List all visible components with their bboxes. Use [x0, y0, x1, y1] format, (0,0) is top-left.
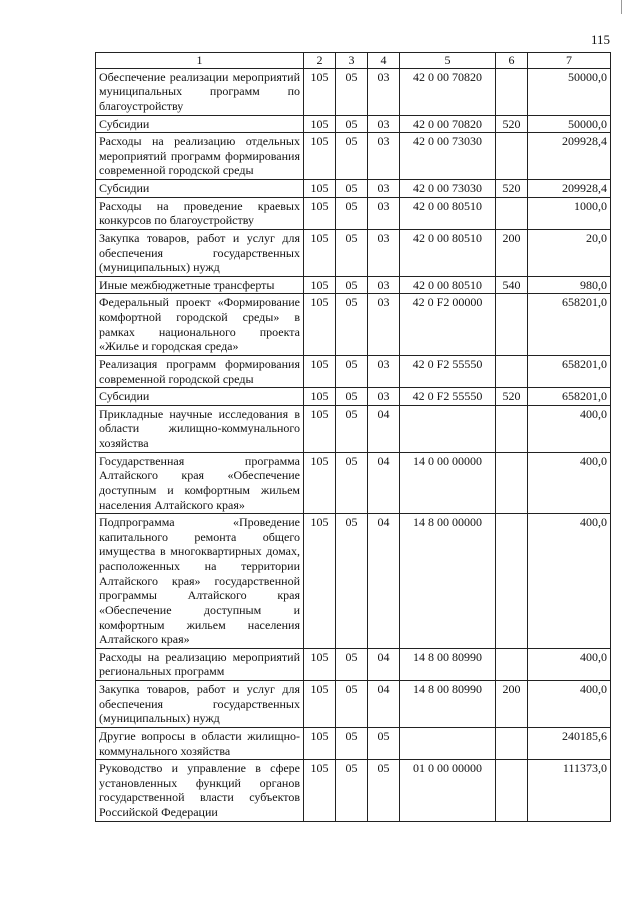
cell-section: 05: [336, 405, 368, 452]
cell-name: Закупка товаров, работ и услуг для обеспечения государственных (муниципальных) нужд: [96, 229, 304, 276]
cell-ministry-code: 105: [304, 197, 336, 229]
table-row: [96, 197, 611, 229]
cell-name: Субсидии: [96, 180, 304, 198]
cell-subsection: 03: [368, 294, 400, 356]
table-row: [96, 452, 611, 514]
cell-section: 05: [336, 133, 368, 180]
cell-name: Иные межбюджетные трансферты: [96, 276, 304, 294]
header-row: [96, 53, 611, 69]
scan-edge-mark: [621, 0, 628, 14]
header-col-4: 4: [368, 53, 400, 69]
header-col-6: 6: [496, 53, 528, 69]
cell-target-article: 42 0 F2 00000: [400, 294, 496, 356]
cell-expense-type: 520: [496, 388, 528, 406]
cell-expense-type: [496, 648, 528, 680]
cell-amount: 400,0: [528, 405, 611, 452]
cell-ministry-code: 105: [304, 294, 336, 356]
cell-expense-type: [496, 355, 528, 387]
cell-expense-type: [496, 760, 528, 822]
cell-expense-type: 520: [496, 115, 528, 133]
cell-target-article: 14 8 00 80990: [400, 681, 496, 728]
cell-section: 05: [336, 276, 368, 294]
table-row: [96, 180, 611, 198]
cell-name: Субсидии: [96, 388, 304, 406]
table-row: [96, 648, 611, 680]
cell-expense-type: [496, 452, 528, 514]
table-row: [96, 514, 611, 649]
cell-name: Субсидии: [96, 115, 304, 133]
cell-target-article: 42 0 00 70820: [400, 115, 496, 133]
cell-name: Руководство и управление в сфере установленных функций органов государственной власти субъектов Российской Федерации: [96, 760, 304, 822]
cell-ministry-code: 105: [304, 276, 336, 294]
cell-amount: 658201,0: [528, 355, 611, 387]
header-col-7: 7: [528, 53, 611, 69]
cell-name: Подпрограмма «Проведение капитального ремонта общего имущества в многоквартирных домах, расположенных на территории Алтайского края» государственной программы Алтайского края «Обеспечение доступным и комфортным жильем населения Алтайского края»: [96, 514, 304, 649]
cell-amount: 50000,0: [528, 68, 611, 115]
cell-amount: 20,0: [528, 229, 611, 276]
cell-section: 05: [336, 294, 368, 356]
cell-name: Другие вопросы в области жилищно-коммунального хозяйства: [96, 727, 304, 759]
cell-section: 05: [336, 452, 368, 514]
header-col-5: 5: [400, 53, 496, 69]
cell-ministry-code: 105: [304, 727, 336, 759]
cell-subsection: 03: [368, 388, 400, 406]
cell-amount: 400,0: [528, 452, 611, 514]
cell-amount: 400,0: [528, 648, 611, 680]
cell-subsection: 03: [368, 68, 400, 115]
cell-ministry-code: 105: [304, 514, 336, 649]
cell-ministry-code: 105: [304, 760, 336, 822]
cell-amount: 400,0: [528, 514, 611, 649]
cell-subsection: 04: [368, 681, 400, 728]
cell-subsection: 03: [368, 133, 400, 180]
cell-name: Расходы на реализацию отдельных мероприятий программ формирования современной городской среды: [96, 133, 304, 180]
cell-amount: 50000,0: [528, 115, 611, 133]
cell-target-article: 42 0 00 80510: [400, 229, 496, 276]
table-row: [96, 760, 611, 822]
cell-target-article: 42 0 F2 55550: [400, 355, 496, 387]
table-row: [96, 681, 611, 728]
cell-name: Закупка товаров, работ и услуг для обеспечения государственных (муниципальных) нужд: [96, 681, 304, 728]
cell-ministry-code: 105: [304, 405, 336, 452]
cell-expense-type: [496, 514, 528, 649]
cell-amount: 658201,0: [528, 388, 611, 406]
table-body: [96, 68, 611, 821]
cell-amount: 209928,4: [528, 180, 611, 198]
cell-amount: 209928,4: [528, 133, 611, 180]
cell-ministry-code: 105: [304, 388, 336, 406]
cell-expense-type: [496, 197, 528, 229]
cell-subsection: 05: [368, 760, 400, 822]
table-row: [96, 294, 611, 356]
cell-target-article: 14 0 00 00000: [400, 452, 496, 514]
cell-name: Реализация программ формирования современной городской среды: [96, 355, 304, 387]
cell-ministry-code: 105: [304, 115, 336, 133]
cell-name: Расходы на реализацию мероприятий региональных программ: [96, 648, 304, 680]
cell-name: Государственная программа Алтайского края «Обеспечение доступным и комфортным жильем населения Алтайского края»: [96, 452, 304, 514]
cell-subsection: 04: [368, 405, 400, 452]
cell-subsection: 04: [368, 514, 400, 649]
cell-amount: 980,0: [528, 276, 611, 294]
cell-amount: 1000,0: [528, 197, 611, 229]
cell-expense-type: 520: [496, 180, 528, 198]
cell-target-article: 14 8 00 80990: [400, 648, 496, 680]
table-row: [96, 355, 611, 387]
table-row: [96, 133, 611, 180]
budget-table: [95, 52, 611, 822]
cell-ministry-code: 105: [304, 355, 336, 387]
cell-name: Прикладные научные исследования в области жилищно-коммунального хозяйства: [96, 405, 304, 452]
cell-ministry-code: 105: [304, 133, 336, 180]
cell-section: 05: [336, 68, 368, 115]
cell-subsection: 04: [368, 648, 400, 680]
table-row: [96, 68, 611, 115]
cell-ministry-code: 105: [304, 229, 336, 276]
cell-section: 05: [336, 180, 368, 198]
cell-ministry-code: 105: [304, 681, 336, 728]
table-row: [96, 388, 611, 406]
cell-subsection: 03: [368, 197, 400, 229]
cell-name: Обеспечение реализации мероприятий муниципальных программ по благоустройству: [96, 68, 304, 115]
cell-target-article: 42 0 00 80510: [400, 197, 496, 229]
cell-expense-type: 200: [496, 681, 528, 728]
cell-section: 05: [336, 229, 368, 276]
cell-expense-type: 200: [496, 229, 528, 276]
cell-expense-type: [496, 727, 528, 759]
cell-target-article: 14 8 00 00000: [400, 514, 496, 649]
table-row: [96, 276, 611, 294]
cell-section: 05: [336, 355, 368, 387]
cell-subsection: 03: [368, 229, 400, 276]
cell-section: 05: [336, 514, 368, 649]
cell-expense-type: 540: [496, 276, 528, 294]
page-number: 115: [590, 32, 610, 47]
cell-section: 05: [336, 760, 368, 822]
cell-ministry-code: 105: [304, 68, 336, 115]
header-col-1: 1: [96, 53, 304, 69]
cell-target-article: 01 0 00 00000: [400, 760, 496, 822]
header-col-3: 3: [336, 53, 368, 69]
cell-section: 05: [336, 115, 368, 133]
cell-target-article: 42 0 F2 55550: [400, 388, 496, 406]
cell-target-article: 42 0 00 73030: [400, 180, 496, 198]
cell-ministry-code: 105: [304, 648, 336, 680]
cell-name: Федеральный проект «Формирование комфортной городской среды» в рамках национального проекта «Жилье и городская среда»: [96, 294, 304, 356]
cell-ministry-code: 105: [304, 452, 336, 514]
table-row: [96, 727, 611, 759]
cell-amount: 240185,6: [528, 727, 611, 759]
cell-target-article: 42 0 00 70820: [400, 68, 496, 115]
cell-subsection: 03: [368, 115, 400, 133]
header-col-2: 2: [304, 53, 336, 69]
cell-expense-type: [496, 68, 528, 115]
cell-subsection: 03: [368, 180, 400, 198]
cell-section: 05: [336, 197, 368, 229]
cell-subsection: 05: [368, 727, 400, 759]
cell-section: 05: [336, 727, 368, 759]
cell-section: 05: [336, 648, 368, 680]
cell-target-article: [400, 727, 496, 759]
cell-target-article: [400, 405, 496, 452]
cell-subsection: 03: [368, 355, 400, 387]
cell-target-article: 42 0 00 80510: [400, 276, 496, 294]
cell-subsection: 04: [368, 452, 400, 514]
cell-expense-type: [496, 405, 528, 452]
cell-section: 05: [336, 388, 368, 406]
cell-amount: 658201,0: [528, 294, 611, 356]
cell-section: 05: [336, 681, 368, 728]
table-row: [96, 405, 611, 452]
cell-target-article: 42 0 00 73030: [400, 133, 496, 180]
cell-expense-type: [496, 133, 528, 180]
cell-amount: 111373,0: [528, 760, 611, 822]
cell-name: Расходы на проведение краевых конкурсов по благоустройству: [96, 197, 304, 229]
cell-ministry-code: 105: [304, 180, 336, 198]
table-row: [96, 115, 611, 133]
cell-subsection: 03: [368, 276, 400, 294]
cell-expense-type: [496, 294, 528, 356]
table-row: [96, 229, 611, 276]
cell-amount: 400,0: [528, 681, 611, 728]
